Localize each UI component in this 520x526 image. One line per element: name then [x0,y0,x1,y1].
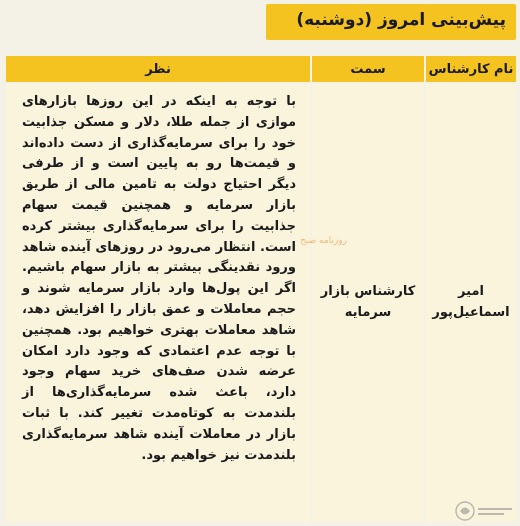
cell-opinion [6,84,310,522]
page-title: پیش‌بینی امروز (دوشنبه) [296,10,506,30]
expert-last-name: اسماعیل‌پور [432,305,510,320]
position-line-1: کارشناس بازار [320,284,416,300]
cell-expert-name [426,84,516,522]
expert-first-name: امیر [458,284,484,300]
header-expert-name: نام کارشناس [426,56,516,82]
header-opinion: نظر [6,56,310,82]
watermark-subtitle: روزنامه صبح [300,236,347,246]
corner-watermark-icon [454,500,516,522]
cell-position [312,84,424,522]
title-bar [266,4,516,40]
opinion-text: با توجه به اینکه در این روزها بازارهای موازی از جمله طلا، دلار و مسکن جذابیت خود را برای سرمایه‌گذاری از دست داده‌اند و قیمت‌ها رو به پایین است و از طرفی دیگر احتیاج دولت به تامین مالی از طریق بازار سرمایه و همچنین قیمت سهام جذابیت را برای سرمایه‌گذاری بیشتر کرده است. انتظار می‌رود در روزهای آینده شاهد ورود نقدینگی بیشتر به بازار سهام باشیم. اگر این پول‌ها وارد بازار سرمایه شوند و حجم معاملات و عمق بازار را افزایش دهد، شاهد معاملات بهتری خواهیم بود. همچنین با توجه عدم اعتمادی که وجود دارد امکان عرضه شدن صف‌های خرید سهام وجود دارد، باعث شده سرمایه‌گذاری‌ها از بلندمدت به کوتاه‌مدت تغییر کند. با ثبات بازار در معاملات آینده شاهد سرمایه‌گذاری بلندمدت نیز خواهیم بود. [22,94,296,463]
header-position: سمت [312,56,424,82]
forecast-table [6,56,516,522]
position-line-2: سرمایه [344,305,392,320]
